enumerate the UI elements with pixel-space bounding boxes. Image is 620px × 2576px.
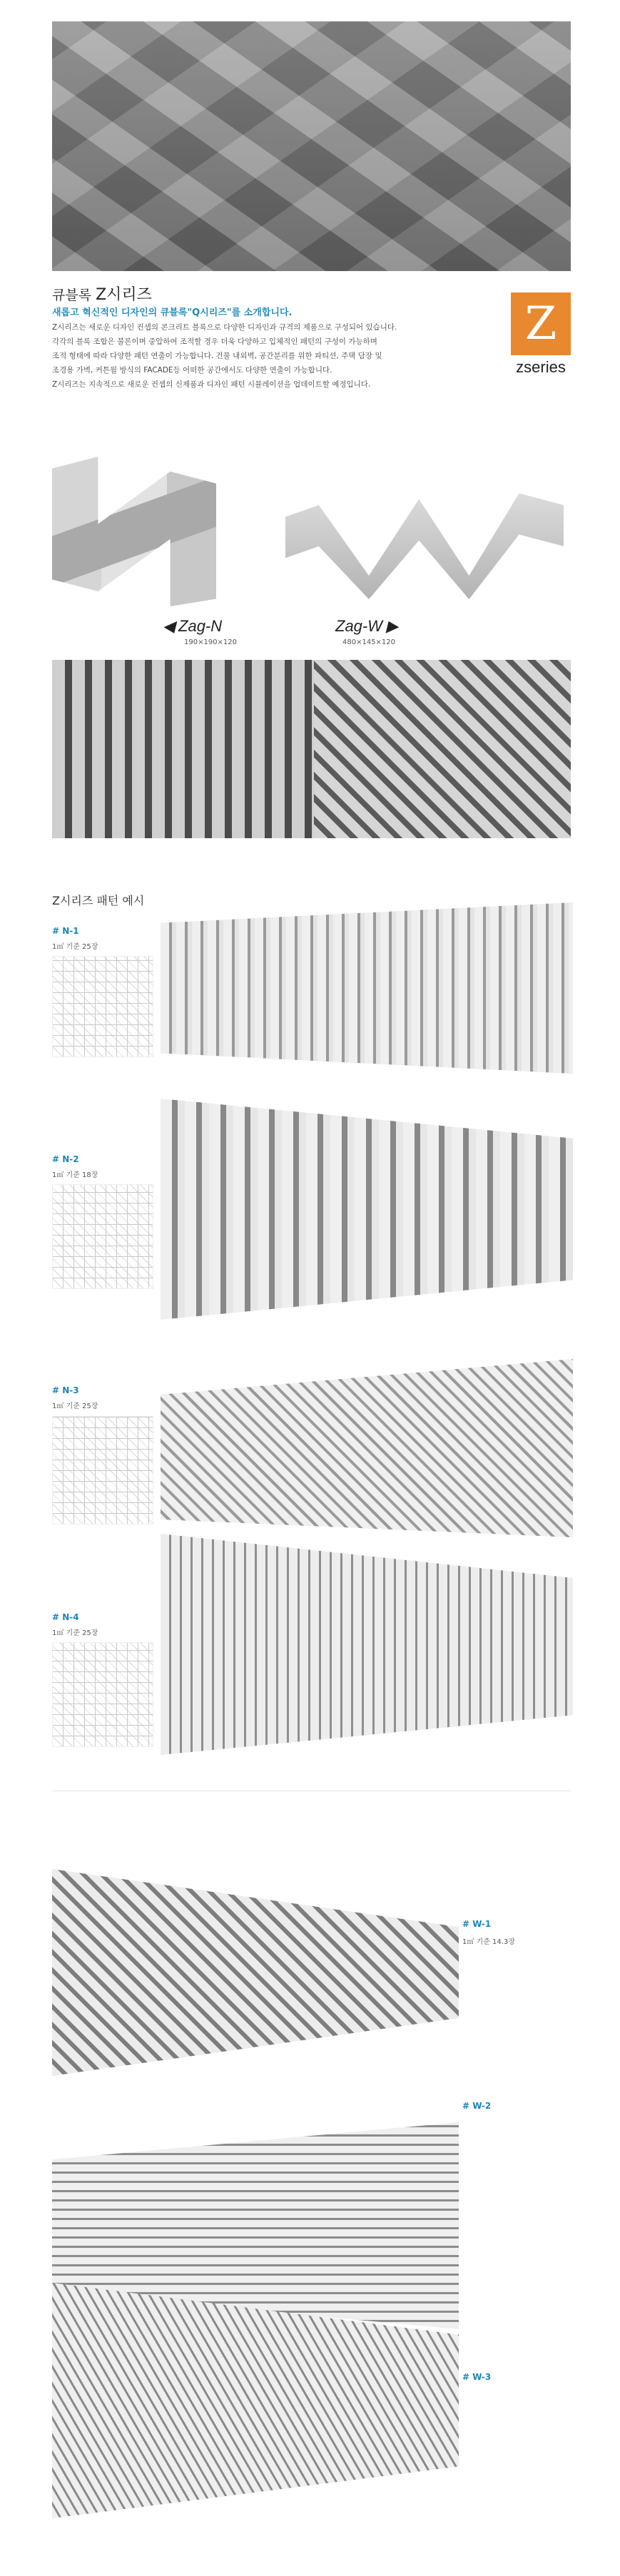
- intro-paragraph-5: Z시리즈는 지속적으로 새로운 컨셉의 신제품과 디자인 패턴 시뮬레이션을 업데이트할 예정입니다.: [52, 380, 371, 389]
- pattern-n3-render: [161, 1359, 573, 1537]
- pattern-n4-tag: # N-4: [52, 1612, 79, 1622]
- pattern-n1-diagram: [52, 956, 153, 1057]
- hero-photo: [52, 21, 571, 271]
- pattern-n1-note: 1㎡ 기준 25장: [52, 943, 98, 951]
- pattern-n2-note: 1㎡ 기준 18장: [52, 1171, 98, 1179]
- zag-w-block-image: [285, 482, 564, 599]
- pattern-n4-note: 1㎡ 기준 25장: [52, 1629, 98, 1637]
- triangle-left-icon: ◀: [163, 617, 175, 635]
- zseries-logo: Z: [511, 292, 571, 355]
- zag-w-label: Zag-W: [335, 617, 382, 635]
- brand-label: 큐블록: [52, 287, 92, 303]
- pattern-n4-diagram: [52, 1642, 153, 1747]
- triangle-right-icon: ▶: [386, 617, 399, 635]
- zag-n-label: Zag-N: [178, 617, 223, 635]
- intro-paragraph-3: 조적 형태에 따라 다양한 패턴 연출이 가능합니다. 건물 내외벽, 공간분리를 위한 파티션, 주택 담장 및: [52, 352, 382, 360]
- pattern-w1-note: 1㎡ 기준 14.3장: [462, 1938, 515, 1946]
- zag-w-wall-photo: [314, 660, 571, 838]
- intro-paragraph-2: 각각의 블록 조합은 불론이며 중압하여 조적할 경우 더욱 다양하고 입체적인 패턴의 구성이 가능하며: [52, 337, 377, 346]
- pattern-n3-note: 1㎡ 기준 25장: [52, 1402, 98, 1410]
- pattern-w1-render: [52, 1869, 459, 2076]
- section-title: Z시리즈 패턴 예시: [52, 894, 145, 907]
- pattern-n1-tag: # N-1: [52, 926, 79, 936]
- subtitle: 새롭고 혁신적인 디자인의 큐블록"Q시리즈"를 소개합니다.: [52, 307, 293, 318]
- pattern-w1-tag: # W-1: [462, 1919, 492, 1929]
- pattern-n2-diagram: [52, 1184, 153, 1289]
- zag-w-dims: 480×145×120: [342, 638, 396, 646]
- pattern-n4-render: [161, 1534, 573, 1755]
- zag-w-caption: [335, 617, 398, 636]
- zag-n-block-image: [52, 457, 216, 606]
- zag-n-dims: 190×190×120: [184, 638, 238, 646]
- product-label: Z시리즈: [96, 286, 152, 304]
- zag-n-caption: [163, 617, 222, 636]
- pattern-n1-render: [161, 902, 573, 1074]
- pattern-w3-tag: # W-3: [462, 2372, 492, 2382]
- pattern-n2-render: [161, 1099, 573, 1320]
- pattern-n2-tag: # N-2: [52, 1154, 79, 1164]
- pattern-n3-diagram: [52, 1416, 153, 1524]
- pattern-n3-tag: # N-3: [52, 1385, 79, 1395]
- zseries-wordmark: zseries: [516, 358, 566, 376]
- intro-paragraph-1: Z시리즈는 새로운 디자인 컨셉의 콘크리트 블록으로 다양한 디자인과 규격의 제품으로 구성되어 있습니다.: [52, 323, 397, 332]
- pattern-w2-tag: # W-2: [462, 2101, 492, 2111]
- page-title: [52, 282, 152, 305]
- intro-paragraph-4: 조경용 가벽, 커튼월 방식의 FACADE등 어떠한 공간에서도 다양한 연출이 가능합니다.: [52, 366, 332, 375]
